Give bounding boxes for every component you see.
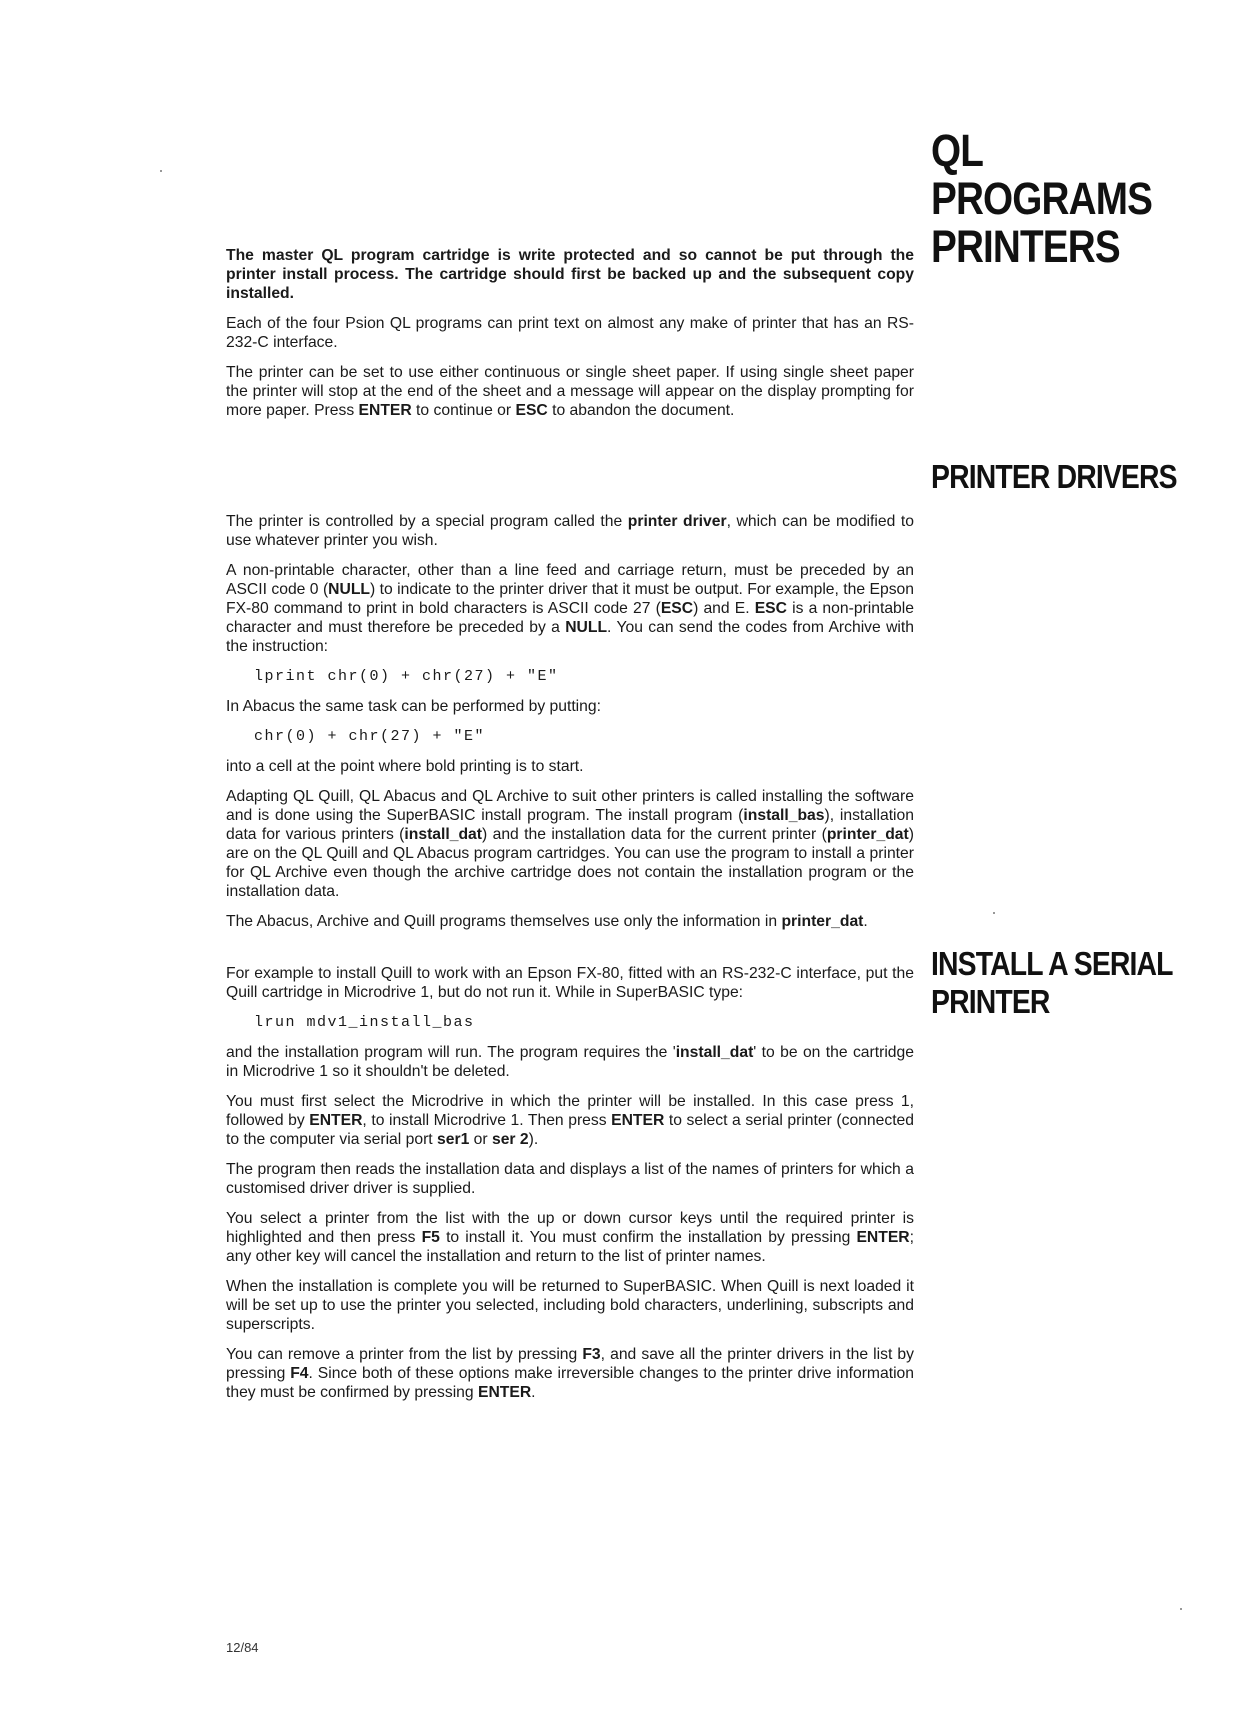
intro-paragraph-1: The master QL program cartridge is write protected and so cannot be put through the printer install process. The cartridge should first be backed up and the subsequent copy installed. (226, 247, 914, 302)
section-printer-drivers (226, 512, 914, 942)
code-abacus: chr(0) + chr(27) + "E" (254, 728, 486, 745)
code-lrun: lrun mdv1_install_bas (254, 1014, 475, 1031)
drivers-paragraph-3: In Abacus the same task can be performed by putting: (226, 698, 601, 715)
drivers-paragraph-1: The printer is controlled by a special program called the printer driver, which can be modified to use whatever printer you wish. (226, 513, 914, 549)
drivers-paragraph-4: into a cell at the point where bold printing is to start. (226, 758, 584, 775)
serial-paragraph-7: You can remove a printer from the list by pressing F3, and save all the printer drivers in the list by pressing F4. Since both of these options make irreversible changes to the printer drive information they must be confirmed by pressing ENTER. (226, 1346, 915, 1401)
title-line-2: PROGRAMS (931, 173, 1153, 224)
heading-install-serial-printer (931, 945, 1173, 1021)
title-line-3: PRINTERS (931, 221, 1120, 272)
title-line-1: QL (931, 125, 984, 176)
drivers-paragraph-5: Adapting QL Quill, QL Abacus and QL Archive to suit other printers is called installing the software and is done using the SuperBASIC install program. The install program (install_bas), installation data for various printers (install_dat) and the installation data for the current printer (printer_dat) are on the QL Quill and QL Abacus program cartridges. You can use the program to install a printer for QL Archive even though the archive cartridge does not contain the installation program or the installation data. (226, 788, 914, 900)
scan-speck (160, 170, 162, 172)
intro-paragraph-2: Each of the four Psion QL programs can print text on almost any make of printer that has an RS-232-C interface. (226, 315, 914, 351)
serial-paragraph-4: The program then reads the installation data and displays a list of the names of printers for which a customised driver driver is supplied. (226, 1161, 914, 1197)
serial-paragraph-1: For example to install Quill to work with an Epson FX-80, fitted with an RS-232-C interface, put the Quill cartridge in Microdrive 1, but do not run it. While in SuperBASIC type: (226, 965, 914, 1001)
code-lprint: lprint chr(0) + chr(27) + "E" (254, 668, 559, 685)
serial-paragraph-3: You must first select the Microdrive in which the printer will be installed. In this case press 1, followed by ENTER, to install Microdrive 1. Then press ENTER to select a serial printer (connected to the computer via serial port ser1 or ser 2). (226, 1093, 915, 1148)
scan-speck (1180, 1608, 1182, 1610)
heading-printer-drivers: PRINTER DRIVERS (931, 458, 1177, 495)
heading-serial-line-1: INSTALL A SERIAL (931, 945, 1173, 982)
serial-paragraph-5: You select a printer from the list with the up or down cursor keys until the required printer is highlighted and then press F5 to install it. You must confirm the installation by pressing ENTER; any other key will cancel the installation and return to the list of printer names. (226, 1210, 914, 1265)
scan-speck (993, 912, 995, 914)
section-intro (226, 246, 914, 431)
serial-paragraph-2: and the installation program will run. The program requires the 'install_dat' to be on the cartridge in Microdrive 1 so it shouldn't be deleted. (226, 1044, 914, 1080)
serial-paragraph-6: When the installation is complete you will be returned to SuperBASIC. When Quill is next loaded it will be set up to use the printer you selected, including bold characters, underlining, subscripts and superscripts. (226, 1278, 914, 1333)
page-date-footer: 12/84 (226, 1640, 259, 1655)
page-title (931, 127, 1152, 271)
drivers-paragraph-2: A non-printable character, other than a line feed and carriage return, must be preceded by an ASCII code 0 (NULL) to indicate to the printer driver that it must be output. For example, the Epson FX-80 command to print in bold characters is ASCII code 27 (ESC) and E. ESC is a non-printable character and must therefore be preceded by a NULL. You can send the codes from Archive with the instruction: (226, 562, 914, 655)
intro-paragraph-3: The printer can be set to use either continuous or single sheet paper. If using single sheet paper the printer will stop at the end of the sheet and a message will appear on the display prompting for more paper. Press ENTER to continue or ESC to abandon the document. (226, 364, 914, 419)
heading-serial-line-2: PRINTER (931, 983, 1050, 1020)
drivers-paragraph-6: The Abacus, Archive and Quill programs themselves use only the information in printer_dat. (226, 913, 868, 930)
section-install-serial (226, 964, 914, 1413)
